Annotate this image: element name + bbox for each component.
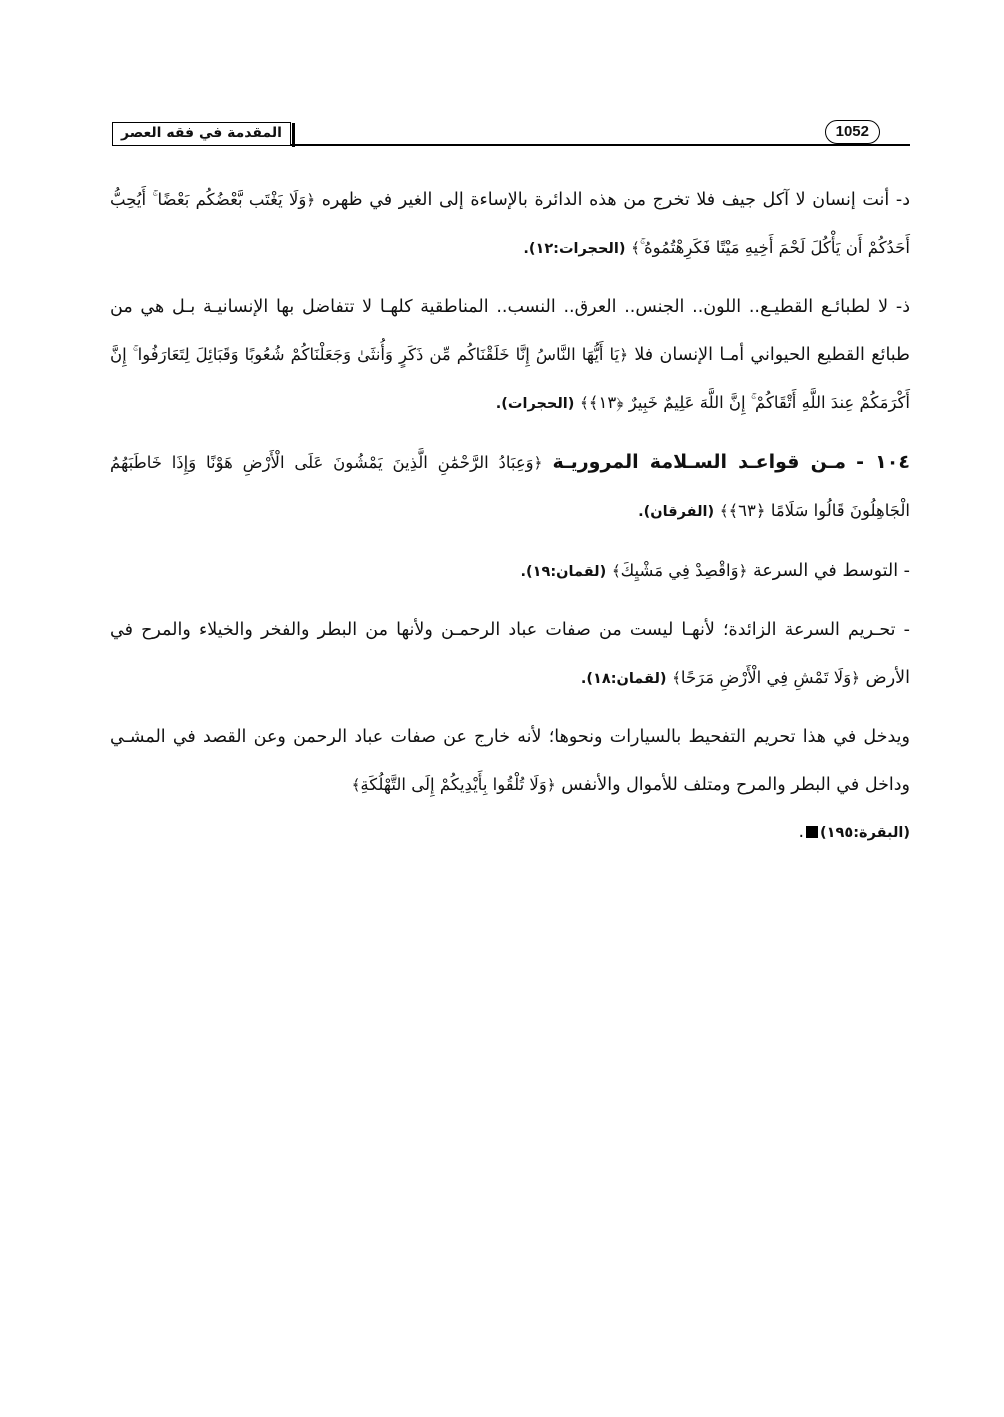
- ornate-bracket-open: ﴿: [738, 562, 748, 580]
- section-104: [110, 439, 910, 536]
- verse-reference: (لقمان:١٩).: [520, 564, 607, 580]
- section-heading: مـن قواعـد السـلامة المروريـة: [552, 451, 846, 473]
- bullet-moderate-speed: [110, 547, 910, 596]
- ornate-bracket-close: ﴾: [631, 239, 640, 257]
- verse-reference: (الفرقان).: [638, 504, 715, 520]
- ornate-bracket-close: ﴾: [611, 562, 621, 580]
- verse-reference: (البقرة:١٩٥): [820, 825, 910, 841]
- section-number: ١٠٤ -: [856, 451, 910, 473]
- paragraph-dal: [110, 176, 910, 273]
- verse-reference: (الحجرات).: [495, 396, 575, 412]
- quran-verse: يَا أَيُّهَا النَّاسُ إِنَّا خَلَقْنَاكُم مِّن ذَكَرٍ وَأُنثَىٰ وَجَعَلْنَاكُمْ شُعُوبًا وَقَبَائِلَ لِتَعَارَفُوا ۚ إِنَّ أَكْرَمَكُمْ عِندَ اللَّهِ أَتْقَاكُمْ ۚ إِنَّ اللَّهَ عَلِيمٌ خَبِيرٌ ﴿١٣﴾: [110, 345, 910, 412]
- page-header: [112, 118, 910, 148]
- ornate-bracket-close: ﴾: [351, 776, 361, 794]
- paragraph-text: ويدخل في هذا تحريم التفحيط بالسيارات ونحوها؛ لأنه خارج عن صفات عباد الرحمن وعن القصد في المشـي وداخل في البطر والمرح ومتلف للأموال والأنفس: [110, 727, 910, 795]
- ornate-bracket-close: ﴾: [672, 669, 681, 687]
- quran-verse: وَلَا تَمْشِ فِي الْأَرْضِ مَرَحًا: [680, 668, 852, 687]
- paragraph-text: - التوسط في السرعة: [752, 561, 910, 581]
- quran-verse: وَاقْصِدْ فِي مَشْيِكَ: [620, 561, 739, 580]
- ornate-bracket-close: ﴾: [719, 502, 729, 520]
- ornate-bracket-open: ﴿: [306, 191, 316, 209]
- ornate-bracket-open: ﴿: [533, 454, 543, 472]
- verse-reference: (الحجرات:١٢).: [523, 241, 626, 257]
- paragraph-text: - تحـريم السرعة الزائدة؛ لأنهـا ليست من صفات عباد الرحمـن ولأنها من البطر والفخر والخيلاء والمرح في الأرض: [110, 620, 910, 688]
- quran-verse: وَلَا يَغْتَب بَّعْضُكُم بَعْضًا ۚ أَيُحِبُّ أَحَدُكُمْ أَن يَأْكُلَ لَحْمَ أَخِيهِ مَيْتًا فَكَرِهْتُمُوهُ ۚ: [110, 190, 910, 257]
- bullet-excess-speed: [110, 607, 910, 703]
- page-number: 1052: [825, 120, 880, 144]
- ornate-bracket-open: ﴿: [619, 346, 628, 364]
- verse-reference: (لقمان:١٨).: [580, 671, 667, 687]
- paragraph-drifting: ويدخل في هذا تحريم التفحيط بالسيارات ونحوها؛ لأنه خارج عن صفات عباد الرحمن وعن القصد في المشـي وداخل في البطر والمرح ومتلف للأموال والأنفس ﴿وَلَا تُلْقُوا بِأَيْدِيكُمْ إِلَى التَّهْلُكَةِ﴾ (البقرة:١٩٥).: [110, 727, 910, 842]
- paragraph-text: د- أنت إنسان لا آكل جيف فلا تخرج من هذه الدائرة بالإساءة إلى الغير في ظهره: [321, 190, 910, 210]
- ornate-bracket-close: ﴾: [579, 394, 589, 412]
- quran-verse: وَعِبَادُ الرَّحْمَٰنِ الَّذِينَ يَمْشُونَ عَلَى الْأَرْضِ هَوْنًا وَإِذَا خَاطَبَهُمُ الْجَاهِلُونَ قَالُوا سَلَامًا ﴿٦٣﴾: [110, 453, 910, 520]
- book-title: المقدمة في فقه العصر: [112, 122, 291, 145]
- paragraph-text: ذ- لا لطبائـع القطيـع.. اللون.. الجنس.. العرق.. النسب.. المناطقية كلهـا لا تتفاضل بها الإنسانيـة بـل هي من طبائع القطيع الحيواني أمـا الإنسان فلا: [110, 297, 910, 365]
- ornate-bracket-open: ﴿: [546, 776, 556, 794]
- quran-verse: وَلَا تُلْقُوا بِأَيْدِيكُمْ إِلَى التَّهْلُكَةِ: [360, 775, 547, 794]
- ornate-bracket-open: ﴿: [851, 669, 860, 687]
- end-of-section-mark: [806, 826, 818, 838]
- page-body: [110, 176, 910, 868]
- paragraph-dhal: [110, 284, 910, 428]
